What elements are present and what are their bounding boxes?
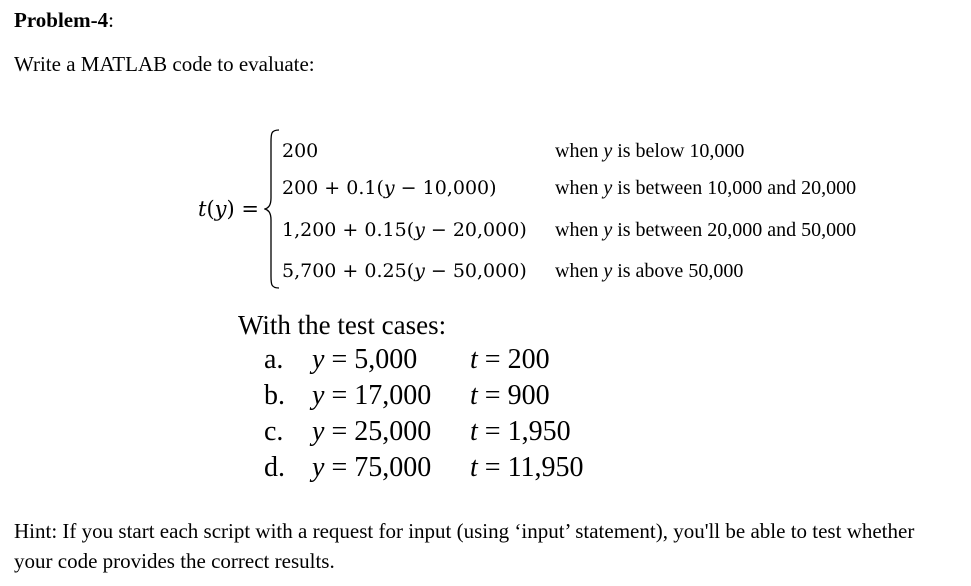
case-4-cond-var: y — [603, 260, 613, 282]
test-case-t-value: = 900 — [477, 380, 550, 411]
case-2-cond-var: y — [603, 177, 613, 199]
case-1-cond-var: y — [603, 140, 613, 162]
test-case-y — [312, 452, 470, 484]
test-case-t-value: = 1,950 — [477, 416, 571, 447]
test-case-y-value: = 25,000 — [324, 416, 432, 447]
test-case-d — [264, 452, 584, 484]
case-3-cond-var: y — [603, 219, 613, 241]
case-1-condition — [555, 140, 744, 163]
test-case-t — [470, 452, 584, 483]
test-case-t — [470, 416, 571, 447]
case-2-expr-pre: 200 + 0.1( — [282, 177, 384, 199]
function-argument: y — [214, 197, 227, 221]
curly-brace-icon — [264, 128, 280, 290]
test-case-label: a. — [264, 344, 284, 375]
case-2-expression — [282, 177, 497, 199]
test-case-y-value: = 5,000 — [324, 344, 418, 375]
test-case-y-var: y — [312, 380, 325, 411]
hint-paragraph: Hint: If you start each script with a request for input (using ‘input’ statement), you'll be able to test whether your code provides the correct results. — [14, 519, 915, 573]
test-cases-heading: With the test cases: — [238, 310, 447, 340]
case-4-cond-post: is above 50,000 — [612, 260, 744, 282]
test-case-a — [264, 344, 550, 376]
test-case-t-var: t — [470, 416, 478, 447]
test-case-t-var: t — [470, 344, 478, 375]
test-case-t-var: t — [470, 380, 478, 411]
problem-title — [14, 8, 114, 33]
test-case-label: d. — [264, 452, 285, 483]
case-1-cond-post: is below 10,000 — [612, 140, 745, 162]
test-case-y-var: y — [312, 344, 325, 375]
case-4-expression — [282, 260, 527, 282]
test-case-t-value: = 11,950 — [477, 452, 584, 483]
test-case-label: c. — [264, 416, 284, 447]
case-2-cond-post: is between 10,000 and 20,000 — [612, 177, 857, 199]
test-case-t-var: t — [470, 452, 478, 483]
case-4-expr-var: y — [414, 260, 425, 282]
problem-intro: Write a MATLAB code to evaluate: — [14, 52, 315, 76]
problem-title-colon: : — [108, 8, 114, 32]
test-case-c — [264, 416, 571, 448]
test-case-y-var: y — [312, 452, 325, 483]
test-case-y-var: y — [312, 416, 325, 447]
case-3-expression — [282, 219, 527, 241]
test-case-y — [312, 416, 470, 448]
test-case-y — [312, 380, 470, 412]
case-3-condition — [555, 219, 856, 242]
case-3-cond-post: is between 20,000 and 50,000 — [612, 219, 857, 241]
test-case-label: b. — [264, 380, 285, 411]
case-3-expr-var: y — [414, 219, 425, 241]
case-1-expr-pre: 200 — [282, 140, 319, 162]
case-2-expr-var: y — [383, 177, 395, 199]
test-case-t — [470, 380, 550, 411]
case-3-cond-pre: when — [555, 219, 604, 241]
test-case-t — [470, 344, 550, 375]
case-1-cond-pre: when — [555, 140, 604, 162]
test-case-t-value: = 200 — [477, 344, 550, 375]
function-name: t — [198, 197, 207, 221]
case-2-expr-post: − 10,000) — [394, 177, 497, 199]
case-4-cond-pre: when — [555, 260, 604, 282]
case-4-expr-pre: 5,700 + 0.25( — [282, 260, 415, 282]
case-4-condition — [555, 260, 743, 283]
case-2-cond-pre: when — [555, 177, 604, 199]
case-2-condition — [555, 177, 856, 200]
test-case-y-value: = 17,000 — [324, 380, 432, 411]
case-3-expr-pre: 1,200 + 0.15( — [282, 219, 415, 241]
test-case-y — [312, 344, 470, 376]
problem-title-text: Problem-4 — [14, 8, 109, 32]
test-case-y-value: = 75,000 — [324, 452, 432, 483]
case-1-expression — [282, 140, 318, 162]
case-4-expr-post: − 50,000) — [424, 260, 527, 282]
function-lhs: t(y) = — [198, 197, 259, 221]
test-case-b — [264, 380, 550, 412]
case-3-expr-post: − 20,000) — [424, 219, 527, 241]
